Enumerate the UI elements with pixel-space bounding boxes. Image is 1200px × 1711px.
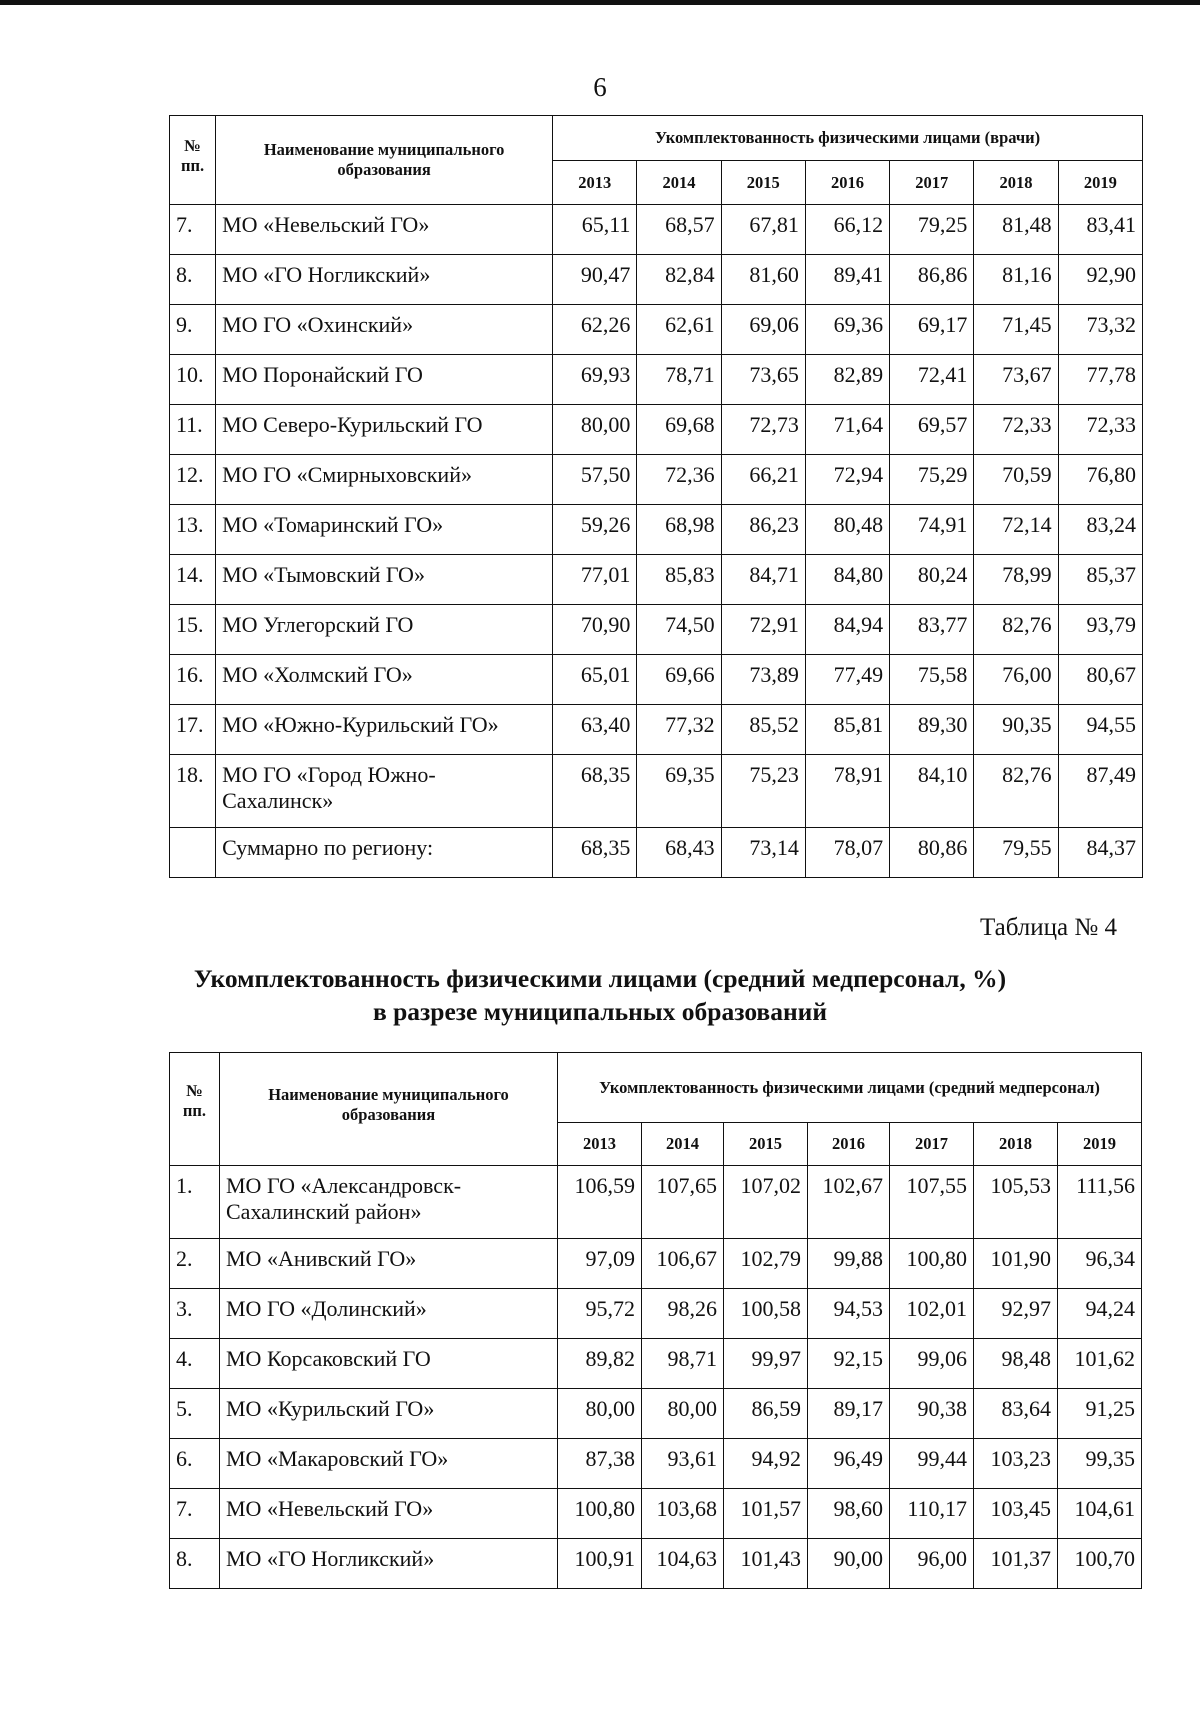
row-number: 14.	[170, 555, 216, 605]
municipality-name: МО ГО «Охинский»	[216, 305, 553, 355]
value-cell: 67,81	[721, 205, 805, 255]
header-year: 2015	[721, 161, 805, 205]
value-cell: 77,32	[637, 705, 721, 755]
table-caption: Таблица № 4	[979, 914, 1117, 941]
value-cell: 111,56	[1058, 1166, 1142, 1239]
value-cell: 85,83	[637, 555, 721, 605]
table-title-line: Укомплектованность физическими лицами (средний медперсонал, %)	[193, 964, 1007, 993]
row-number: 10.	[170, 355, 216, 405]
row-number: 6.	[170, 1439, 220, 1489]
table-row	[170, 755, 1143, 828]
value-cell: 96,49	[808, 1439, 890, 1489]
municipality-name: МО Углегорский ГО	[216, 605, 553, 655]
value-cell: 78,99	[974, 555, 1058, 605]
row-number: 8.	[170, 1539, 220, 1589]
value-cell: 72,41	[890, 355, 974, 405]
value-cell: 68,35	[553, 755, 637, 828]
municipality-name: МО ГО «Долинский»	[220, 1289, 558, 1339]
value-cell: 104,61	[1058, 1489, 1142, 1539]
value-cell: 89,41	[805, 255, 889, 305]
value-cell: 96,00	[890, 1539, 974, 1589]
value-cell: 78,71	[637, 355, 721, 405]
value-cell: 89,17	[808, 1389, 890, 1439]
value-cell: 102,01	[890, 1289, 974, 1339]
table-row	[170, 305, 1143, 355]
value-cell: 102,67	[808, 1166, 890, 1239]
value-cell: 82,89	[805, 355, 889, 405]
value-cell: 62,26	[553, 305, 637, 355]
row-number: 12.	[170, 455, 216, 505]
value-cell: 80,00	[553, 405, 637, 455]
value-cell: 98,71	[642, 1339, 724, 1389]
value-cell: 104,63	[642, 1539, 724, 1589]
header-year: 2017	[890, 1123, 974, 1166]
value-cell: 73,14	[721, 828, 805, 878]
value-cell: 81,16	[974, 255, 1058, 305]
value-cell: 94,53	[808, 1289, 890, 1339]
value-cell: 73,32	[1058, 305, 1142, 355]
municipality-name: МО «Томаринский ГО»	[216, 505, 553, 555]
value-cell: 101,62	[1058, 1339, 1142, 1389]
value-cell: 76,80	[1058, 455, 1142, 505]
value-cell: 73,67	[974, 355, 1058, 405]
value-cell: 73,65	[721, 355, 805, 405]
value-cell: 69,35	[637, 755, 721, 828]
municipality-name: Суммарно по региону:	[216, 828, 553, 878]
header-year: 2018	[974, 1123, 1058, 1166]
municipality-name: МО ГО «Смирныховский»	[216, 455, 553, 505]
table-row	[170, 205, 1143, 255]
row-number: 13.	[170, 505, 216, 555]
row-number: 3.	[170, 1289, 220, 1339]
row-number: 4.	[170, 1339, 220, 1389]
value-cell: 99,06	[890, 1339, 974, 1389]
table-body	[170, 1166, 1142, 1589]
header-year: 2015	[724, 1123, 808, 1166]
value-cell: 84,37	[1058, 828, 1142, 878]
municipality-name: МО «Невельский ГО»	[216, 205, 553, 255]
value-cell: 69,57	[890, 405, 974, 455]
header-number: № пп.	[170, 1053, 220, 1166]
row-number	[170, 828, 216, 878]
table-title	[0, 962, 1200, 1028]
municipality-name: МО Северо-Курильский ГО	[216, 405, 553, 455]
value-cell: 68,98	[637, 505, 721, 555]
municipality-name: МО «ГО Ногликский»	[220, 1539, 558, 1589]
value-cell: 101,43	[724, 1539, 808, 1589]
value-cell: 69,68	[637, 405, 721, 455]
header-staffing-group: Укомплектованность физическими лицами (врачи)	[553, 116, 1143, 161]
value-cell: 71,45	[974, 305, 1058, 355]
value-cell: 99,88	[808, 1239, 890, 1289]
value-cell: 86,86	[890, 255, 974, 305]
value-cell: 86,23	[721, 505, 805, 555]
table-row	[170, 255, 1143, 305]
value-cell: 102,79	[724, 1239, 808, 1289]
value-cell: 90,38	[890, 1389, 974, 1439]
header-municipality: Наименование муниципального образования	[216, 116, 553, 205]
header-year: 2017	[890, 161, 974, 205]
value-cell: 101,37	[974, 1539, 1058, 1589]
value-cell: 72,36	[637, 455, 721, 505]
header-year: 2014	[637, 161, 721, 205]
table-row	[170, 705, 1143, 755]
municipality-name: МО ГО «Александровск-Сахалинский район»	[220, 1166, 558, 1239]
value-cell: 85,81	[805, 705, 889, 755]
value-cell: 89,30	[890, 705, 974, 755]
table-row	[170, 1289, 1142, 1339]
value-cell: 91,25	[1058, 1389, 1142, 1439]
municipality-name: МО «Южно-Курильский ГО»	[216, 705, 553, 755]
value-cell: 77,49	[805, 655, 889, 705]
table-row	[170, 355, 1143, 405]
value-cell: 75,58	[890, 655, 974, 705]
value-cell: 69,17	[890, 305, 974, 355]
row-number: 17.	[170, 705, 216, 755]
value-cell: 98,26	[642, 1289, 724, 1339]
value-cell: 69,93	[553, 355, 637, 405]
value-cell: 68,35	[553, 828, 637, 878]
nurses-staffing-table	[169, 1052, 1142, 1589]
value-cell: 72,73	[721, 405, 805, 455]
value-cell: 82,76	[974, 605, 1058, 655]
value-cell: 62,61	[637, 305, 721, 355]
table-row	[170, 455, 1143, 505]
value-cell: 105,53	[974, 1166, 1058, 1239]
table-row	[170, 1439, 1142, 1489]
value-cell: 80,48	[805, 505, 889, 555]
value-cell: 69,66	[637, 655, 721, 705]
header-year: 2016	[805, 161, 889, 205]
value-cell: 73,89	[721, 655, 805, 705]
value-cell: 100,80	[890, 1239, 974, 1289]
value-cell: 84,10	[890, 755, 974, 828]
value-cell: 89,82	[558, 1339, 642, 1389]
value-cell: 100,70	[1058, 1539, 1142, 1589]
value-cell: 75,29	[890, 455, 974, 505]
row-number: 7.	[170, 205, 216, 255]
value-cell: 92,15	[808, 1339, 890, 1389]
row-number: 16.	[170, 655, 216, 705]
header-year: 2013	[553, 161, 637, 205]
value-cell: 83,41	[1058, 205, 1142, 255]
municipality-name: МО «Холмский ГО»	[216, 655, 553, 705]
page-number: 6	[593, 72, 607, 102]
municipality-name: МО «Анивский ГО»	[220, 1239, 558, 1289]
value-cell: 84,71	[721, 555, 805, 605]
value-cell: 98,48	[974, 1339, 1058, 1389]
table-row	[170, 1166, 1142, 1239]
value-cell: 68,43	[637, 828, 721, 878]
value-cell: 85,37	[1058, 555, 1142, 605]
value-cell: 83,64	[974, 1389, 1058, 1439]
municipality-name: МО «Макаровский ГО»	[220, 1439, 558, 1489]
value-cell: 80,00	[558, 1389, 642, 1439]
value-cell: 72,94	[805, 455, 889, 505]
value-cell: 83,77	[890, 605, 974, 655]
municipality-name: МО Корсаковский ГО	[220, 1339, 558, 1389]
value-cell: 80,00	[642, 1389, 724, 1439]
value-cell: 66,12	[805, 205, 889, 255]
municipality-name: МО ГО «Город Южно-Сахалинск»	[216, 755, 553, 828]
value-cell: 99,97	[724, 1339, 808, 1389]
value-cell: 85,52	[721, 705, 805, 755]
municipality-name: МО Поронайский ГО	[216, 355, 553, 405]
row-number: 15.	[170, 605, 216, 655]
value-cell: 99,35	[1058, 1439, 1142, 1489]
municipality-name: МО «Тымовский ГО»	[216, 555, 553, 605]
value-cell: 97,09	[558, 1239, 642, 1289]
value-cell: 82,76	[974, 755, 1058, 828]
value-cell: 93,61	[642, 1439, 724, 1489]
value-cell: 106,67	[642, 1239, 724, 1289]
value-cell: 84,80	[805, 555, 889, 605]
value-cell: 80,86	[890, 828, 974, 878]
header-staffing-group: Укомплектованность физическими лицами (средний медперсонал)	[558, 1053, 1142, 1123]
value-cell: 80,67	[1058, 655, 1142, 705]
table-row	[170, 555, 1143, 605]
header-year: 2019	[1058, 161, 1142, 205]
value-cell: 76,00	[974, 655, 1058, 705]
table-row	[170, 1539, 1142, 1589]
table-row	[170, 655, 1143, 705]
value-cell: 86,59	[724, 1389, 808, 1439]
municipality-name: МО «Курильский ГО»	[220, 1389, 558, 1439]
value-cell: 81,48	[974, 205, 1058, 255]
value-cell: 90,35	[974, 705, 1058, 755]
table-row	[170, 1339, 1142, 1389]
value-cell: 96,34	[1058, 1239, 1142, 1289]
value-cell: 92,90	[1058, 255, 1142, 305]
value-cell: 94,92	[724, 1439, 808, 1489]
value-cell: 94,24	[1058, 1289, 1142, 1339]
value-cell: 92,97	[974, 1289, 1058, 1339]
value-cell: 68,57	[637, 205, 721, 255]
value-cell: 100,80	[558, 1489, 642, 1539]
value-cell: 101,90	[974, 1239, 1058, 1289]
value-cell: 87,49	[1058, 755, 1142, 828]
municipality-name: МО «Невельский ГО»	[220, 1489, 558, 1539]
value-cell: 95,72	[558, 1289, 642, 1339]
value-cell: 84,94	[805, 605, 889, 655]
row-number: 9.	[170, 305, 216, 355]
value-cell: 106,59	[558, 1166, 642, 1239]
value-cell: 74,91	[890, 505, 974, 555]
row-number: 18.	[170, 755, 216, 828]
row-number: 8.	[170, 255, 216, 305]
value-cell: 98,60	[808, 1489, 890, 1539]
value-cell: 93,79	[1058, 605, 1142, 655]
row-number: 7.	[170, 1489, 220, 1539]
value-cell: 81,60	[721, 255, 805, 305]
value-cell: 99,44	[890, 1439, 974, 1489]
value-cell: 80,24	[890, 555, 974, 605]
value-cell: 87,38	[558, 1439, 642, 1489]
row-number: 1.	[170, 1166, 220, 1239]
top-border-line	[0, 0, 1200, 5]
value-cell: 100,58	[724, 1289, 808, 1339]
value-cell: 70,59	[974, 455, 1058, 505]
value-cell: 59,26	[553, 505, 637, 555]
table-title-line: в разрезе муниципальных образований	[372, 997, 828, 1026]
value-cell: 103,45	[974, 1489, 1058, 1539]
value-cell: 94,55	[1058, 705, 1142, 755]
value-cell: 72,14	[974, 505, 1058, 555]
value-cell: 63,40	[553, 705, 637, 755]
table-row	[170, 605, 1143, 655]
value-cell: 90,00	[808, 1539, 890, 1589]
value-cell: 77,01	[553, 555, 637, 605]
value-cell: 65,11	[553, 205, 637, 255]
value-cell: 79,55	[974, 828, 1058, 878]
value-cell: 100,91	[558, 1539, 642, 1589]
header-year: 2018	[974, 161, 1058, 205]
value-cell: 103,68	[642, 1489, 724, 1539]
table-body	[170, 205, 1143, 878]
value-cell: 72,33	[974, 405, 1058, 455]
header-year: 2019	[1058, 1123, 1142, 1166]
header-year: 2014	[642, 1123, 724, 1166]
header-municipality: Наименование муниципального образования	[220, 1053, 558, 1166]
table-row	[170, 505, 1143, 555]
value-cell: 107,65	[642, 1166, 724, 1239]
header-number: № пп.	[170, 116, 216, 205]
value-cell: 71,64	[805, 405, 889, 455]
value-cell: 107,02	[724, 1166, 808, 1239]
value-cell: 83,24	[1058, 505, 1142, 555]
header-year: 2016	[808, 1123, 890, 1166]
row-number: 11.	[170, 405, 216, 455]
value-cell: 78,91	[805, 755, 889, 828]
value-cell: 101,57	[724, 1489, 808, 1539]
value-cell: 65,01	[553, 655, 637, 705]
value-cell: 107,55	[890, 1166, 974, 1239]
value-cell: 69,06	[721, 305, 805, 355]
table-row	[170, 1239, 1142, 1289]
value-cell: 69,36	[805, 305, 889, 355]
table-row	[170, 1389, 1142, 1439]
value-cell: 74,50	[637, 605, 721, 655]
value-cell: 78,07	[805, 828, 889, 878]
value-cell: 72,91	[721, 605, 805, 655]
table-row	[170, 828, 1143, 878]
row-number: 5.	[170, 1389, 220, 1439]
value-cell: 79,25	[890, 205, 974, 255]
row-number: 2.	[170, 1239, 220, 1289]
municipality-name: МО «ГО Ногликский»	[216, 255, 553, 305]
table-row	[170, 1489, 1142, 1539]
value-cell: 75,23	[721, 755, 805, 828]
value-cell: 90,47	[553, 255, 637, 305]
doctors-staffing-table	[169, 115, 1143, 878]
value-cell: 110,17	[890, 1489, 974, 1539]
value-cell: 66,21	[721, 455, 805, 505]
value-cell: 70,90	[553, 605, 637, 655]
table-row	[170, 405, 1143, 455]
value-cell: 57,50	[553, 455, 637, 505]
value-cell: 82,84	[637, 255, 721, 305]
value-cell: 72,33	[1058, 405, 1142, 455]
value-cell: 103,23	[974, 1439, 1058, 1489]
header-year: 2013	[558, 1123, 642, 1166]
value-cell: 77,78	[1058, 355, 1142, 405]
